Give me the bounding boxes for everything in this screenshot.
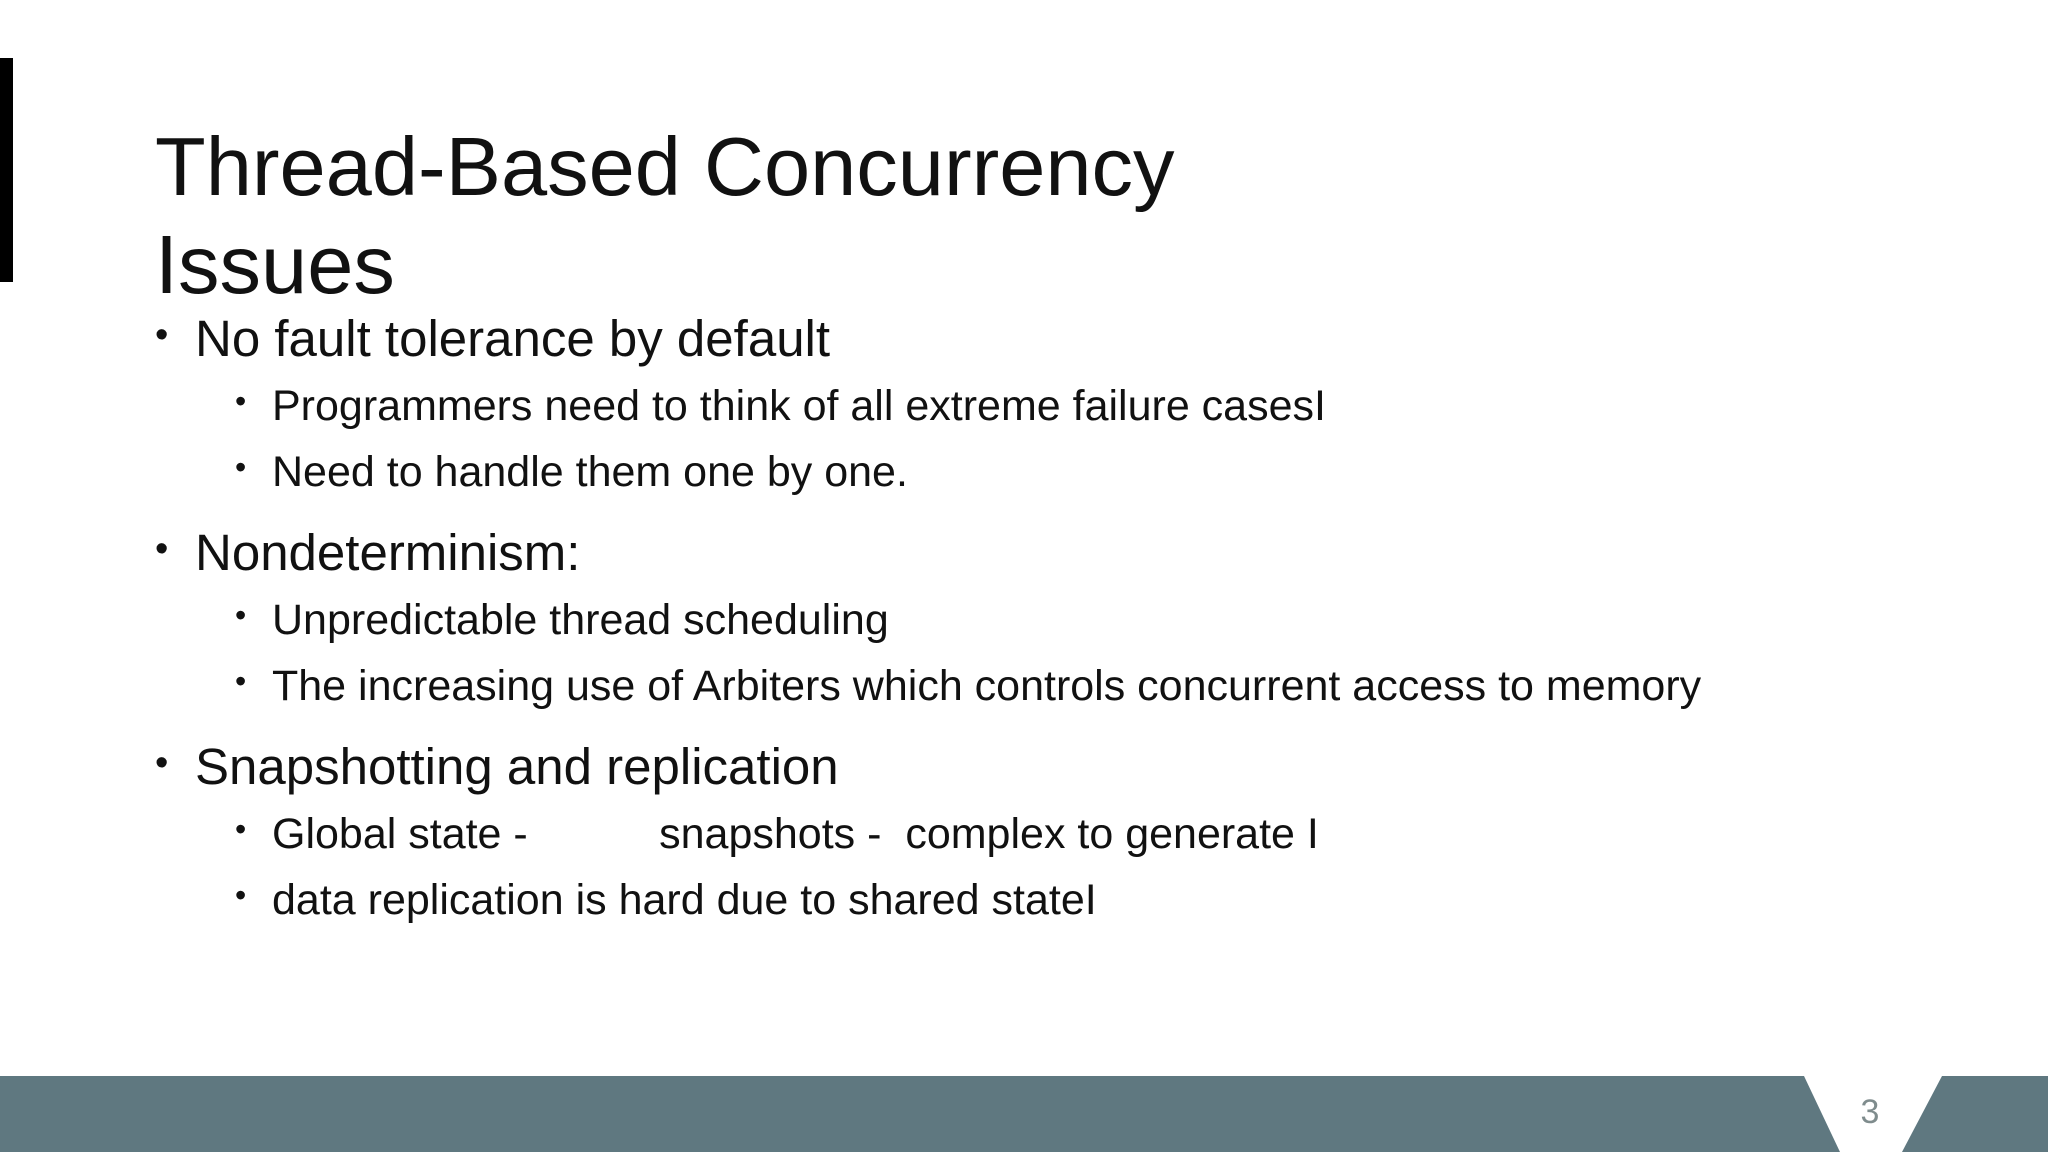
bullet-group [155, 305, 2015, 505]
bullet-text: Nondeterminism: [195, 524, 581, 581]
sub-bullet-text: Unpredictable thread scheduling [272, 596, 889, 644]
bullet-dot-icon: • [235, 383, 247, 419]
bullet-dot-icon: • [155, 742, 169, 784]
bullet-text: Snapshotting and replication [195, 738, 839, 795]
footer-band-left [0, 1076, 1840, 1152]
bullet-dot-icon: • [235, 597, 247, 633]
bullet-list [155, 305, 2015, 947]
bullet-group [155, 519, 2015, 719]
sub-bullet-text: data replication is hard due to shared stateI [272, 876, 1097, 924]
bullet-item [155, 733, 2015, 801]
bullet-item [155, 519, 2015, 587]
footer-band-right [1902, 1076, 2048, 1152]
sub-bullet-item [235, 439, 2015, 505]
page-number: 3 [1860, 1093, 1880, 1131]
footer-band [0, 1076, 2048, 1152]
bullet-dot-icon: • [155, 314, 169, 356]
bullet-group [155, 733, 2015, 933]
sub-bullet-text: Programmers need to think of all extreme failure casesI [272, 382, 1326, 430]
bullet-dot-icon: • [155, 528, 169, 570]
slide-title: Thread-Based Concurrency Issues [155, 120, 1175, 311]
accent-bar [0, 58, 13, 282]
bullet-dot-icon: • [235, 811, 247, 847]
bullet-item [155, 305, 2015, 373]
bullet-dot-icon: • [235, 663, 247, 699]
sub-bullet-text: Need to handle them one by one. [272, 448, 908, 496]
sub-bullet-item [235, 801, 2015, 867]
bullet-text: No fault tolerance by default [195, 310, 831, 367]
sub-bullet-item [235, 867, 2015, 933]
bullet-dot-icon: • [235, 877, 247, 913]
sub-bullet-item [235, 373, 2015, 439]
sub-bullet-text: The increasing use of Arbiters which controls concurrent access to memory [272, 662, 1702, 710]
sub-bullet-item [235, 653, 2015, 719]
sub-bullet-text: Global state - snapshots - complex to generate I [272, 810, 1319, 858]
sub-bullet-item [235, 587, 2015, 653]
bullet-dot-icon: • [235, 449, 247, 485]
